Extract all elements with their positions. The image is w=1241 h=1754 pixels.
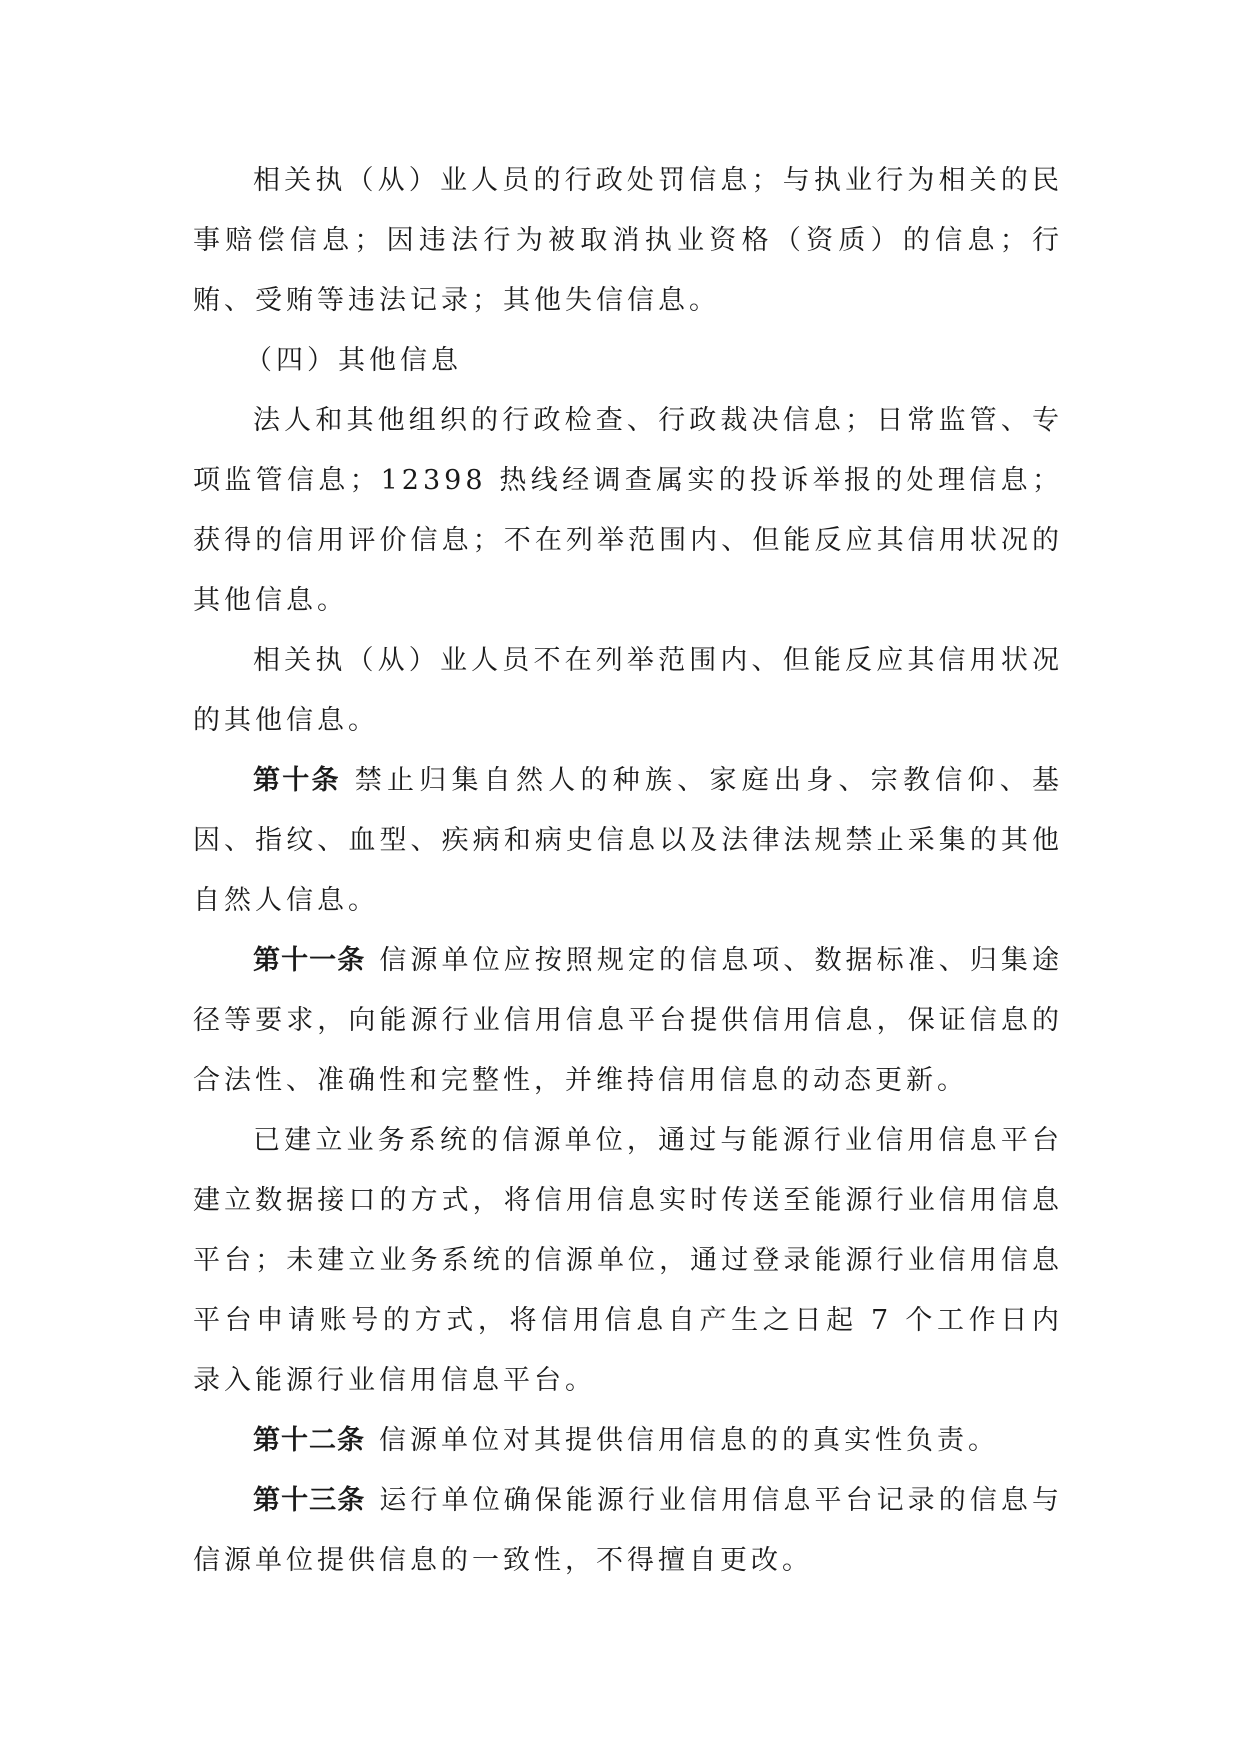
paragraph-data-interface: 已建立业务系统的信源单位，通过与能源行业信用信息平台建立数据接口的方式，将信用信息实时传送至能源行业信用信息平台；未建立业务系统的信源单位，通过登录能源行业信用信息平台申请账号的方式，将信用信息自产生之日起 7 个工作日内录入能源行业信用信息平台。 (193, 1125, 1063, 1396)
article-text: 禁止归集自然人的种族、家庭出身、宗教信仰、基因、指纹、血型、疾病和病史信息以及法律法规禁止采集的其他自然人信息。 (193, 765, 1063, 916)
article-text: 运行单位确保能源行业信用信息平台记录的信息与信源单位提供信息的一致性，不得擅自更改。 (193, 1485, 1064, 1576)
section-heading-other-info: （四）其他信息 (245, 345, 462, 376)
paragraph-other-info-legal: 法人和其他组织的行政检查、行政裁决信息；日常监管、专项监管信息；12398 热线经调查属实的投诉举报的处理信息；获得的信用评价信息；不在列举范围内、但能反应其信用状况的其他信息。 (193, 405, 1063, 616)
paragraph-continuation: 相关执（从）业人员的行政处罚信息；与执业行为相关的民事赔偿信息；因违法行为被取消执业资格（资质）的信息；行贿、受贿等违法记录；其他失信信息。 (193, 165, 1063, 316)
article-number: 第十二条 (253, 1425, 365, 1456)
article-number: 第十三条 (253, 1485, 366, 1516)
article-12 (193, 1411, 1063, 1471)
article-11 (193, 931, 1063, 1111)
article-13 (193, 1471, 1063, 1591)
article-10 (193, 751, 1063, 931)
article-text: 信源单位对其提供信用信息的的真实性负责。 (379, 1425, 999, 1456)
article-text: 信源单位应按照规定的信息项、数据标准、归集途径等要求，向能源行业信用信息平台提供信用信息，保证信息的合法性、准确性和完整性，并维持信用信息的动态更新。 (193, 945, 1064, 1096)
document-page (193, 151, 1063, 1591)
article-number: 第十一条 (253, 945, 366, 976)
article-number: 第十条 (253, 765, 341, 796)
paragraph-other-info-personnel: 相关执（从）业人员不在列举范围内、但能反应其信用状况的其他信息。 (193, 645, 1063, 736)
